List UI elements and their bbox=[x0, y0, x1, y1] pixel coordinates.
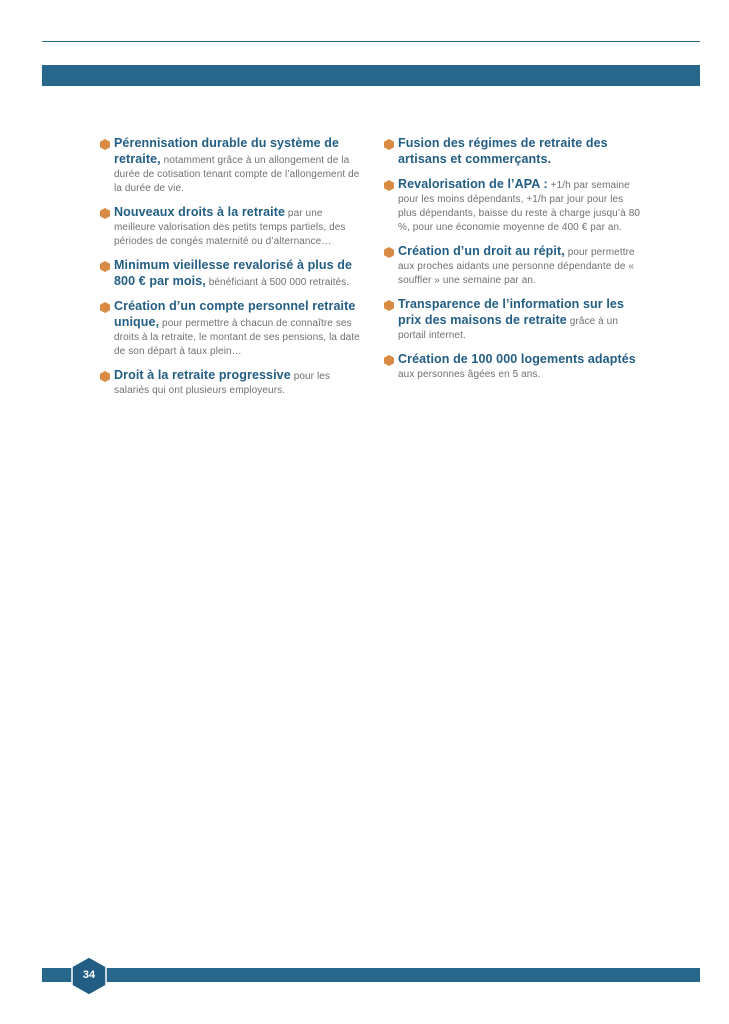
right-column bbox=[384, 136, 644, 391]
item-description: aux personnes âgées en 5 ans. bbox=[398, 369, 541, 380]
item-lead: Pérennisation durable du système de retraite, bbox=[114, 136, 340, 166]
hexagon-bullet-icon bbox=[100, 261, 110, 272]
hexagon-bullet-icon bbox=[384, 355, 394, 366]
item-description: notamment grâce à un allongement de la durée de cotisation tenant compte de l’allongement de la durée de vie. bbox=[114, 155, 360, 194]
top-rule bbox=[42, 41, 700, 42]
item-lead: Transparence de l’information sur les prix des maisons de retraite bbox=[398, 297, 624, 327]
hexagon-bullet-icon bbox=[100, 371, 110, 382]
item-lead: Création de 100 000 logements adaptés bbox=[398, 352, 636, 366]
item-description: +1/h par semaine pour les moins dépendants, +1/h par jour pour les plus dépendants, baisse du reste à charge jusqu’à 80 %, pour une économie moyenne de 400 € par an. bbox=[398, 180, 641, 233]
list-item bbox=[100, 258, 360, 290]
page-number: 34 bbox=[82, 969, 96, 981]
item-description: pour permettre aux proches aidants une personne dépendante de « souffler » une semaine par an. bbox=[398, 247, 635, 286]
item-lead: Création d’un droit au répit, bbox=[398, 244, 565, 258]
footer-bar bbox=[42, 968, 700, 982]
item-lead: Droit à la retraite progressive bbox=[114, 368, 291, 382]
header-bar bbox=[42, 65, 700, 86]
hexagon-bullet-icon bbox=[100, 302, 110, 313]
list-item bbox=[384, 352, 644, 382]
item-lead: Minimum vieillesse revalorisé à plus de 800 € par mois, bbox=[114, 258, 353, 288]
list-item bbox=[100, 136, 360, 196]
item-lead: Création d’un compte personnel retraite unique, bbox=[114, 299, 356, 329]
hexagon-bullet-icon bbox=[100, 139, 110, 150]
item-description: pour les salariés qui ont plusieurs employeurs. bbox=[114, 371, 331, 396]
list-item bbox=[100, 299, 360, 359]
item-lead: Fusion des régimes de retraite des artisans et commerçants. bbox=[398, 136, 608, 166]
hexagon-bullet-icon bbox=[384, 300, 394, 311]
list-item bbox=[384, 177, 644, 235]
item-lead: Revalorisation de l’APA : bbox=[398, 177, 548, 191]
item-description: bénéficiant à 500 000 retraités. bbox=[208, 277, 350, 288]
item-lead: Nouveaux droits à la retraite bbox=[114, 205, 286, 219]
list-item bbox=[100, 368, 360, 398]
hexagon-bullet-icon bbox=[384, 247, 394, 258]
hexagon-bullet-icon bbox=[100, 208, 110, 219]
list-item bbox=[384, 244, 644, 288]
list-item bbox=[100, 205, 360, 249]
hexagon-bullet-icon bbox=[384, 139, 394, 150]
item-description: grâce à un portail internet. bbox=[398, 316, 618, 341]
list-item bbox=[384, 136, 644, 168]
hexagon-bullet-icon bbox=[384, 180, 394, 191]
list-item bbox=[384, 297, 644, 343]
item-description: par une meilleure valorisation des petits temps partiels, des périodes de congés maternité ou d’alternance… bbox=[114, 208, 346, 247]
item-description: pour permettre à chacun de connaître ses droits à la retraite, le montant de ses pensions, la date de son départ à taux plein… bbox=[114, 318, 360, 357]
left-column bbox=[100, 136, 360, 407]
